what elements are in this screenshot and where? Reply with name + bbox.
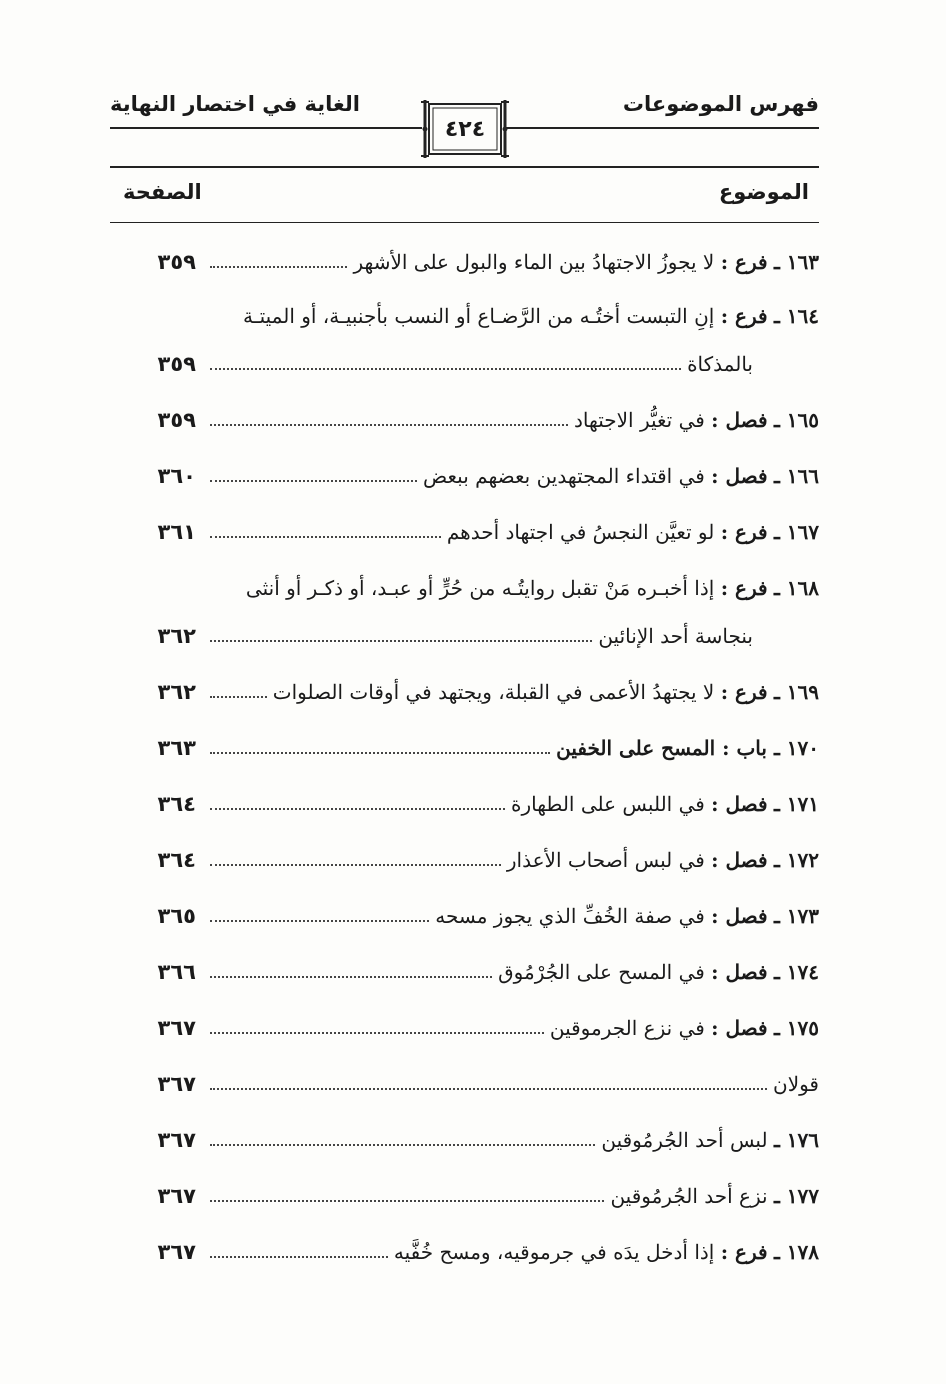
dot-leader	[210, 480, 417, 482]
entry-page-174: ٣٦٦	[157, 960, 196, 984]
entry-text: ١٦٦ ـ فصل : في اقتداء المجتهدين بعضهم ببعض	[423, 464, 819, 488]
toc-entry-178	[210, 1230, 819, 1264]
toc-entry-169	[210, 670, 819, 704]
entry-text: ١٧٣ ـ فصل : في صفة الخُفِّ الذي يجوز مسحه	[435, 904, 819, 928]
dot-leader	[210, 752, 550, 754]
column-header-rule	[110, 222, 819, 223]
entry-page-175: ٣٦٧	[157, 1016, 196, 1040]
toc-entry-174	[210, 950, 819, 984]
toc-entry-168	[210, 566, 819, 600]
entry-page-176: ٣٦٧	[157, 1128, 196, 1152]
entry-page-172: ٣٦٤	[157, 848, 196, 872]
entry-page-qawlan: ٣٦٧	[157, 1072, 196, 1096]
page-column-header: الصفحة	[123, 180, 202, 204]
entry-page-170: ٣٦٣	[157, 736, 196, 760]
dot-leader	[210, 920, 429, 922]
header-rule-right	[505, 127, 819, 129]
entry-text: ١٧٨ ـ فرع : إذا أدخل يدَه في جرموقيه، ومسح خُفَّيه	[393, 1240, 819, 1264]
book-title: الغاية في اختصار النهاية	[110, 92, 360, 116]
toc-entry-173	[210, 894, 819, 928]
entry-text: ١٦٤ ـ فرع : إنِ التبست أختُـه من الرَّضـاع أو النسب بأجنبيـة، أو الميتـة	[243, 304, 819, 328]
entry-page-168: ٣٦٢	[157, 624, 196, 648]
header-rule-left	[110, 127, 422, 129]
entry-text: ١٧٦ ـ لبس أحد الجُرمُوقين	[601, 1128, 819, 1152]
toc-entry-175	[210, 1006, 819, 1040]
page-number-frame	[421, 98, 509, 160]
dot-leader	[210, 808, 505, 810]
dot-leader	[210, 536, 441, 538]
dot-leader	[210, 1032, 544, 1034]
toc-entry-164-cont	[210, 342, 819, 376]
entry-text-continued: بالمذكاة	[687, 352, 753, 376]
entry-page-178: ٣٦٧	[157, 1240, 196, 1264]
dot-leader	[210, 1144, 595, 1146]
dot-leader	[210, 976, 492, 978]
toc-entry-164	[210, 294, 819, 328]
dot-leader	[210, 864, 501, 866]
entry-text: ١٧٠ ـ باب : المسح على الخفين	[556, 736, 819, 760]
entry-page-169: ٣٦٢	[157, 680, 196, 704]
dot-leader	[210, 1256, 388, 1258]
toc-entry-176	[210, 1118, 819, 1152]
toc-entry-171	[210, 782, 819, 816]
entry-text: ١٦٥ ـ فصل : في تغيُّر الاجتهاد	[574, 408, 819, 432]
dot-leader	[210, 266, 347, 268]
toc-entry-168-cont	[210, 614, 819, 648]
header-underline	[110, 166, 819, 168]
entry-text: ١٧٢ ـ فصل : في لبس أصحاب الأعذار	[506, 848, 819, 872]
dot-leader	[210, 1088, 767, 1090]
entry-text: ١٦٣ ـ فرع : لا يجوزُ الاجتهادُ بين الماء والبول على الأشهر	[353, 250, 819, 274]
entry-page-173: ٣٦٥	[157, 904, 196, 928]
entry-text: ١٧٤ ـ فصل : في المسح على الجُرْمُوق	[498, 960, 819, 984]
entry-page-171: ٣٦٤	[157, 792, 196, 816]
toc-entry-167	[210, 510, 819, 544]
entry-text: ١٧٧ ـ نزع أحد الجُرمُوقين	[610, 1184, 819, 1208]
entry-text-continued: بنجاسة أحد الإنائين	[598, 624, 753, 648]
entry-page-166: ٣٦٠	[157, 464, 196, 488]
entry-page-163: ٣٥٩	[157, 250, 196, 274]
dot-leader	[210, 368, 681, 370]
page-number: ٤٢٤	[444, 117, 486, 142]
entry-page-165: ٣٥٩	[157, 408, 196, 432]
dot-leader	[210, 640, 592, 642]
entry-page-164: ٣٥٩	[157, 352, 196, 376]
dot-leader	[210, 696, 267, 698]
toc-entry-170	[210, 726, 819, 760]
entry-page-177: ٣٦٧	[157, 1184, 196, 1208]
toc-entry-177	[210, 1174, 819, 1208]
dot-leader	[210, 424, 568, 426]
entry-text: ١٦٨ ـ فرع : إذا أخبـره مَنْ تقبل روايتُـه من حُرٍّ أو عبـد، أو ذكـر أو أنثى	[245, 576, 819, 600]
toc-entry-qawlan	[210, 1062, 819, 1096]
dot-leader	[210, 1200, 604, 1202]
toc-entry-166	[210, 454, 819, 488]
entry-page-167: ٣٦١	[157, 520, 196, 544]
entry-text: ١٧٥ ـ فصل : في نزع الجرموقين	[549, 1016, 819, 1040]
toc-entry-165	[210, 398, 819, 432]
topic-column-header: الموضوع	[718, 180, 809, 204]
entry-text: قولان	[773, 1072, 819, 1096]
entry-text: ١٦٧ ـ فرع : لو تعيَّن النجسُ في اجتهاد أحدهم	[446, 520, 819, 544]
toc-entry-172	[210, 838, 819, 872]
entry-text: ١٧١ ـ فصل : في اللبس على الطهارة	[510, 792, 819, 816]
toc-entry-163	[210, 240, 819, 274]
entry-text: ١٦٩ ـ فرع : لا يجتهدُ الأعمى في القبلة، ويجتهد في أوقات الصلوات	[272, 680, 819, 704]
section-title: فهرس الموضوعات	[622, 92, 819, 116]
